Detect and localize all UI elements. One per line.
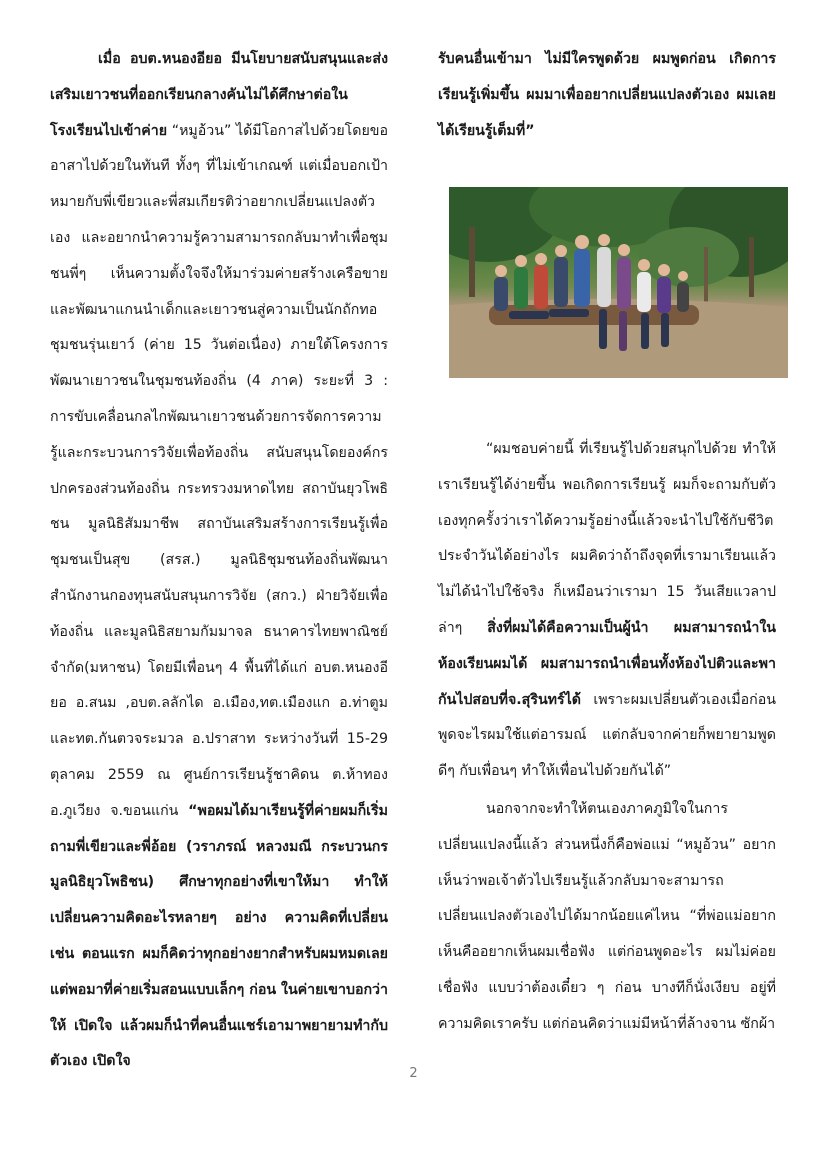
para2-end-text: เพราะผมเปลี่ยนตัวเองเมื่อก่อนพูดจะไรผมใช้แต่อารมณ์ แต่กลับจากค่ายก็พยายามพูดดีๆ กับเพื่อนๆ ทำให้เพื่อนไปด้วยกันได้” bbox=[438, 691, 776, 780]
right-paragraph-2 bbox=[438, 432, 776, 790]
left-column bbox=[50, 42, 388, 1080]
camp-group-photo bbox=[449, 187, 788, 378]
photo-illustration bbox=[449, 187, 788, 378]
quote-bold-text: “พอผมได้มาเรียนรู้ที่ค่ายผมก็เริ่มถามพี่เขียวและพี่อ้อย (วราภรณ์ หลวงมณี กระบวนกร มูลนิธิยุวโพธิชน) ศึกษาทุกอย่างที่เขาให้มา ทำให้เปลี่ยนความคิดอะไรหลายๆ อย่าง ความคิดที่เปลี่ยน เช่น ตอนแรก ผมก็คิดว่าทุกอย่างยากสำหรับผมหมดเลย แต่พอมาที่ค่ายเริ่มสอนแบบเล็กๆ ก่อน ในค่ายเขาบอกว่าให้ เปิดใจ แล้วผมก็นำที่คนอื่นแชร์เอามาพยายามทำกับตัวเอง เปิดใจ bbox=[50, 802, 388, 1070]
quote-cont-bold-text: รับคนอื่นเข้ามา ไม่มีใครพูดด้วย ผมพูดก่อน เกิดการเรียนรู้เพิ่มขึ้น ผมมาเพื่ออยากเปลี่ยนแปลงตัวเอง ผมเลยได้เรียนรู้เต็มที่” bbox=[438, 51, 776, 139]
page-number: 2 bbox=[409, 1066, 418, 1081]
paragraph-2 bbox=[438, 432, 776, 790]
body-text: “หมูอ้วน” ได้มีโอกาสไปด้วยโดยขออาสาไปด้วยในทันที ทั้งๆ ที่ไม่เข้าเกณฑ์ แต่เมื่อบอกเป้าหมายกับพี่เขียวและพี่สมเกียรติว่าอยากเปลี่ยนแปลงตัวเอง และอยากนำความรู้ความสามารถกลับมาทำเพื่อชุมชนพี่ๆ เห็นความตั้งใจจึงให้มาร่วมค่ายสร้างเครือขายและพัฒนาแกนนำเด็กและเยาวชนสู่ความเป็นนักถักทอชุมชนรุ่นเยาว์ (ค่าย 15 วันต่อเนื่อง) ภายใต้โครงการพัฒนาเยาวชนในชุมชนท้องถิ่น (4 ภาค) ระยะที่ 3 : การขับเคลื่อนกลไกพัฒนาเยาวชนด้วยการจัดการความรู้และกระบวนการวิจัยเพื่อท้องถิ่น สนับสนุนโดยองค์กรปกครองส่วนท้องถิ่น กระทรวงมหาดไทย สถาบันยุวโพธิชน มูลนิธิสัมมาชีพ สถาบันเสริมสร้างการเรียนรู้เพื่อชุมชนเป็นสุข (สรส.) มูลนิธิชุมชนท้องถิ่นพัฒนา สำนักงานกองทุนสนับสนุนการวิจัย (สกว.) ฝ่ายวิจัยเพื่อท้องถิ่น และมูลนิธิสยามกัมมาจล ธนาคารไทยพาณิชย์ จำกัด(มหาชน) โดยมีเพื่อนๆ 4 พื้นที่ได้แก่ อบต.หนองอียอ อ.สนม ,อบต.ลลักได อ.เมือง,ทต.เมืองแก อ.ท่าตูม และทต.กันตวจระมวล อ.ปราสาท ระหว่างวันที่ 15-29 ตุลาคม 2559 ณ ศูนย์การเรียนรู้ชาคิดน ต.ห้าทอง อ.ภูเวียง จ.ขอนแก่น bbox=[50, 122, 388, 819]
left-paragraph bbox=[50, 42, 388, 1080]
paragraph-3: นอกจากจะทำให้ตนเองภาคภูมิใจในการเปลี่ยนแปลงนี้แล้ว ส่วนหนึ่งก็คือพ่อแม่ “หมูอ้วน” อยากเห็นว่าพอเจ้าตัวไปเรียนรู้แล้วกลับมาจะสามารถเปลี่ยนแปลงตัวเองไปได้มากน้อยแค่ไหน “ที่พ่อแม่อยากเห็นคืออยากเห็นผมเชื่อฟัง แต่ก่อนพูดอะไร ผมไม่ค่อยเชื่อฟัง แบบว่าต้องเดี๋ยว ๆ ก่อน บางทีก็นั่งเงียบ อยู่ที่ความคิดเราครับ แต่ก่อนคิดว่าแม่มีหน้าที่ล้างจาน ซักผ้า bbox=[438, 801, 776, 1032]
right-paragraph-3 bbox=[438, 792, 776, 1043]
para2-text: “ผมชอบค่ายนี้ ที่เรียนรู้ไปด้วยสนุกไปด้วย ทำให้เราเรียนรู้ได้ง่ายขึ้น พอเกิดการเรียนรู้ ผมก็จะถามกับตัวเองทุกครั้งว่าเราได้ความรู้อย่างนี้แล้วจะนำไปใช้กับชีวิตประจำวันได้อย่างไร ผมคิดว่าถ้าถึงจุดที่เรามาเรียนแล้วไม่ได้นำไปใช้จริง ก็เหมือนว่าเรามา 15 วันเสียแวลาปล่าๆ bbox=[438, 441, 776, 636]
para2-bold-text: สิ่งที่ผมได้คือความเป็นผู้นำ ผมสามารถนำในห้องเรียนผมได้ ผมสามารถนำเพื่อนทั้งห้องไปติวและพากันไปสอบที่จ.สุรินทร์ได้ bbox=[438, 619, 776, 708]
quote-continuation bbox=[438, 42, 776, 149]
right-column bbox=[438, 42, 776, 149]
intro-bold-text: เมื่อ อบต.หนองอียอ มีนโยบายสนับสนุนและส่งเสริมเยาวชนที่ออกเรียนกลางคันไม่ได้ศึกษาต่อในโรงเรียนไปเข้าค่าย bbox=[50, 51, 388, 139]
